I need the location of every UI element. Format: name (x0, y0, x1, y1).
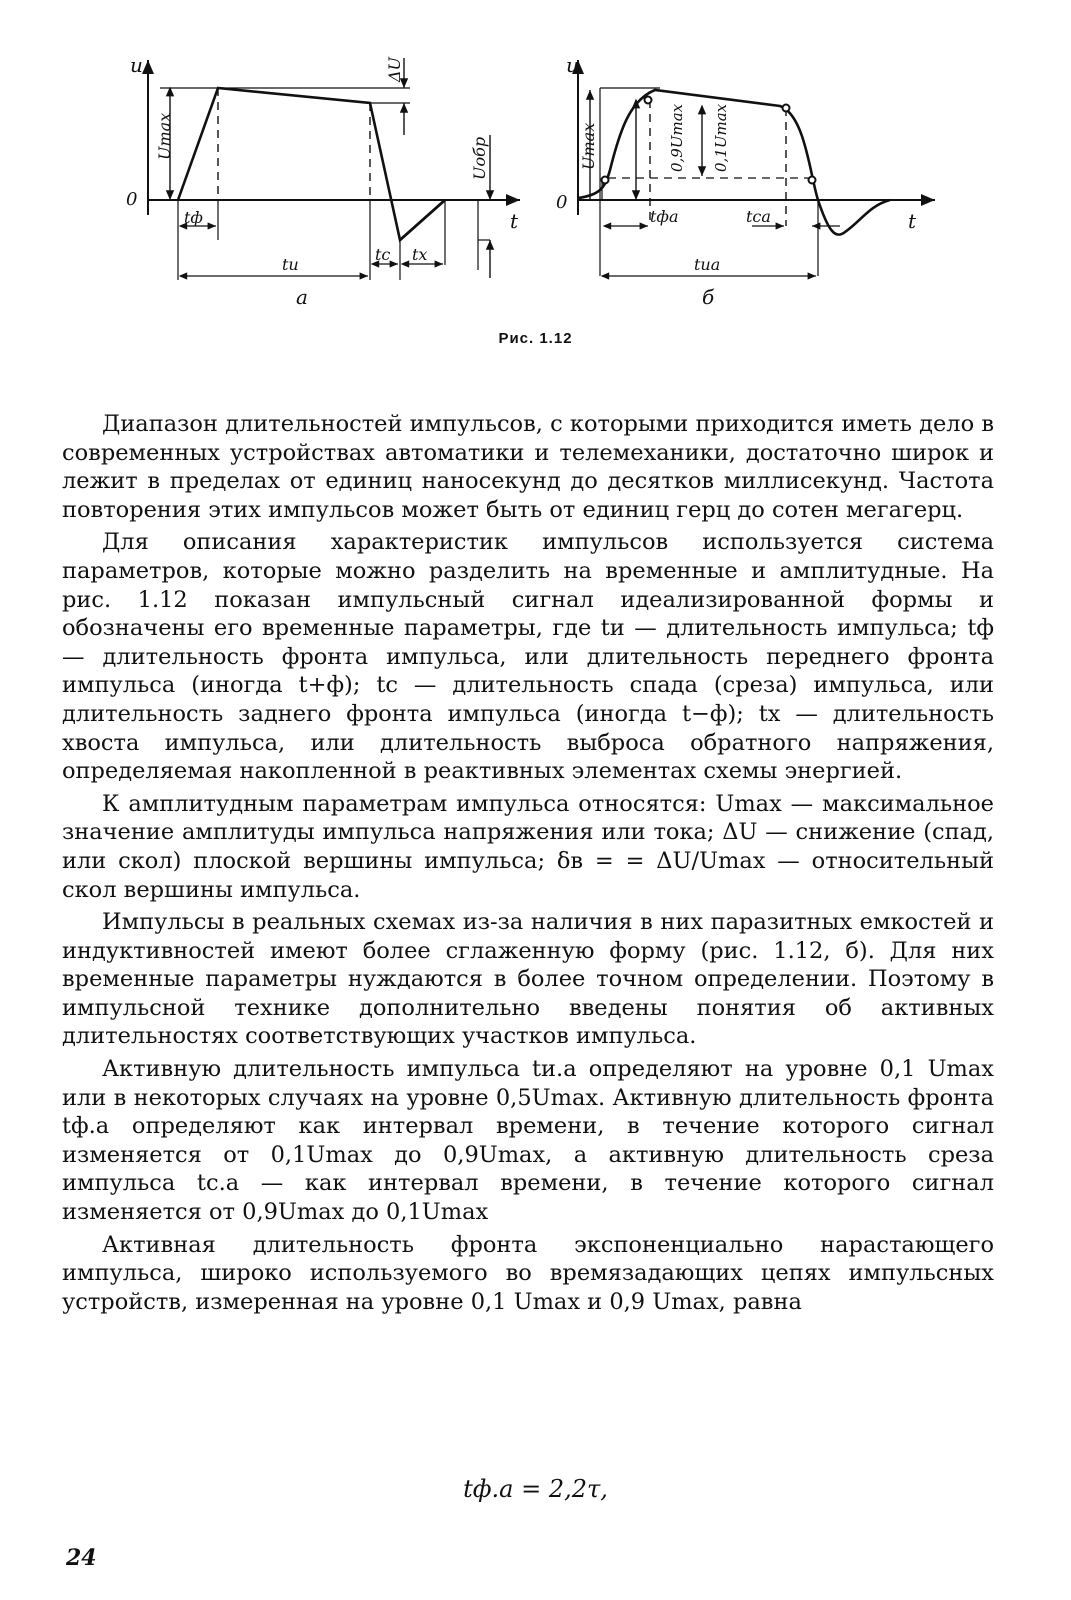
body-text (62, 410, 994, 1320)
panel-b-tca-label: tса (746, 207, 771, 226)
panel-a-tc-label: tс (375, 245, 391, 264)
paragraph: Диапазон длительностей импульсов, с которыми приходится иметь дело в современных устройствах автоматики и телемеханики, достаточно широк и лежит в пределах от единиц наносекунд до десятков миллисекунд. Частота повторения этих импульсов может быть от единиц герц до сотен мегагерц. (62, 411, 994, 523)
panel-a-tu-label: tи (282, 255, 299, 274)
panel-b-01umax-label: 0,1Umax (712, 103, 730, 172)
panel-a-origin-label: 0 (126, 189, 138, 210)
formula: tф.а = 2,2τ, (463, 1475, 608, 1503)
figure-caption: Рис. 1.12 (498, 330, 573, 347)
panel-b-labels (556, 53, 917, 309)
paragraph: Активную длительность импульса tи.а определяют на уровне 0,1 Umax или в некоторых случаях на уровне 0,5Umax. Активную длительность фронта tф.а определяют как интервал времени, в течение которого сигнал изменяется от 0,1Umax до 0,9Umax, а активную длительность среза импульса tс.а — как интервал времени, в течение которого сигнал изменяется от 0,9Umax до 0,1Umax (62, 1056, 994, 1226)
panel-a-du-label: ΔU (385, 56, 404, 82)
panel-b-origin-label: 0 (556, 192, 568, 213)
panel-a (148, 58, 520, 280)
page-number: 24 (66, 1545, 97, 1571)
panel-b-u-label: u (566, 53, 579, 77)
panel-a-tf-label: tф (184, 208, 203, 227)
panel-a-u-label: u (130, 53, 143, 77)
panel-b-caption-letter: б (702, 285, 715, 309)
panel-b-tua-label: tиа (694, 255, 721, 274)
pulse-figure (100, 40, 980, 360)
paragraph: Для описания характеристик импульсов используется система параметров, которые можно разделить на временные и амплитудные. На рис. 1.12 показан импульсный сигнал идеализированной формы и обозначены его временные параметры, где tи — длительность импульса; tф — длительность фронта импульса, или длительность переднего фронта импульса (иногда t+ф); tс — длительность спада (среза) импульса, или длительность заднего фронта импульса (иногда t−ф); tх — длительность хвоста импульса, или длительность выброса обратного напряжения, определяемая накопленной в реактивных элементах схемы энергией. (62, 529, 994, 785)
paragraph: Активная длительность фронта экспоненциально нарастающего импульса, широко используемого во времязадающих цепях импульсных устройств, измеренная на уровне 0,1 Umax и 0,9 Umax, равна (62, 1231, 994, 1315)
panel-b-tfa-label: tфа (650, 207, 679, 226)
panel-b (578, 60, 935, 276)
panel-b-umax-label: Umax (579, 122, 598, 170)
panel-a-umax-label: Umax (155, 112, 174, 160)
panel-b-pulse-waveform (578, 90, 890, 235)
panel-b-t-label: t (908, 209, 917, 233)
panel-a-caption-letter: а (296, 285, 308, 309)
panel-b-09umax-label: 0,9Umax (668, 103, 686, 172)
paragraph: Импульсы в реальных схемах из-за наличия в них паразитных емкостей и индуктивностей имеют более сглаженную форму (рис. 1.12, б). Для них временные параметры нуждаются в более точном определении. Поэтому в импульсной технике дополнительно введены понятия об активных длительностях соответствующих участков импульса. (62, 909, 994, 1050)
panel-a-tx-label: tх (412, 245, 428, 264)
panel-a-t-label: t (510, 209, 519, 233)
pulse-diagrams-svg (100, 40, 980, 360)
paragraph: К амплитудным параметрам импульса относятся: Umax — максимальное значение амплитуды импульса напряжения или тока; ΔU — снижение (спад, или скол) плоской вершины импульса; δв = = ΔU/Umax — относительный скол вершины импульса. (62, 790, 994, 903)
panel-a-uobr-label: Uобр (470, 136, 489, 180)
